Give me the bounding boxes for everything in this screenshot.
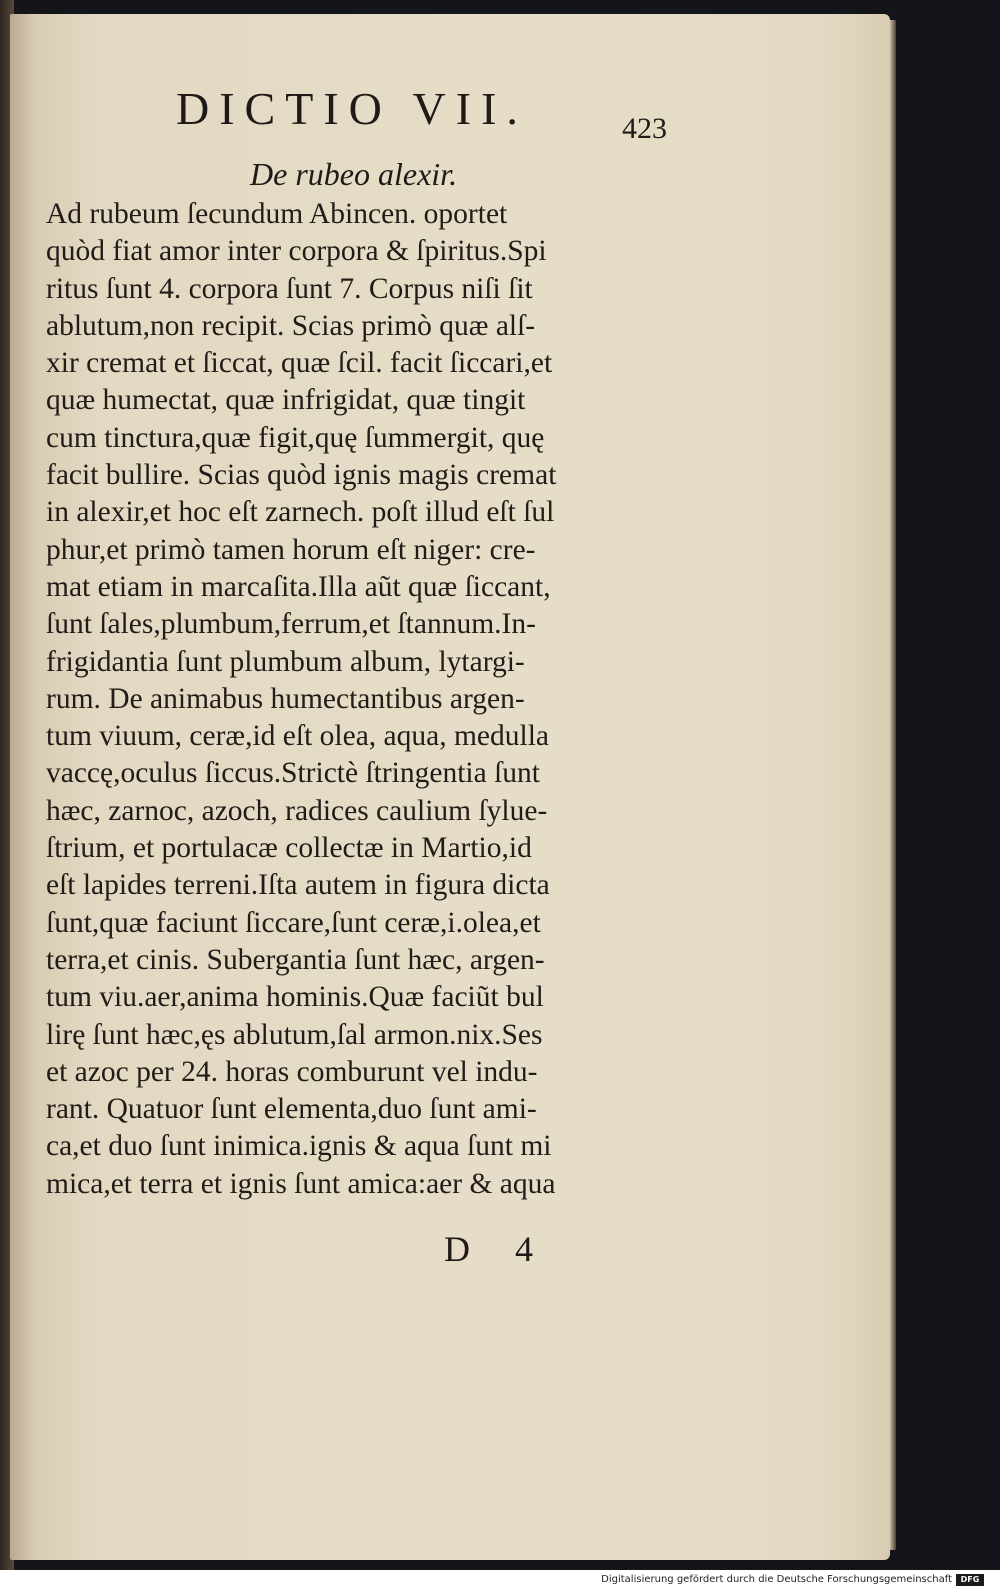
text-line: quæ humectat, quæ infrigidat, quæ tingit (46, 384, 526, 417)
text-line: terra,et cinis. Subergantia ſunt hæc, argen- (46, 943, 545, 976)
section-title: De rubeo alexir. (250, 156, 458, 192)
text-line: frigidantia ſunt plumbum album, lytargi- (46, 645, 525, 678)
body-text (46, 196, 686, 1203)
text-line: ritus ſunt 4. corpora ſunt 7. Corpus niſi ſit (46, 272, 533, 305)
text-line: ſtrium, et portulacæ collectæ in Martio,id (46, 832, 532, 865)
text-line: vaccę,oculus ſiccus.Strictè ſtringentia ſunt (46, 757, 540, 790)
dfg-logo: DFG (956, 1574, 984, 1586)
page-edge (890, 20, 896, 1550)
text-line: facit bullire. Scias quòd ignis magis cremat (46, 459, 557, 492)
text-line: ca,et duo ſunt inimica.ignis & aqua ſunt mi (46, 1130, 552, 1163)
text-line: mica,et terra et ignis ſunt amica:aer & aqua (46, 1167, 556, 1200)
text-line: in alexir,et hoc eſt zarnech. poſt illud eſt ſul (46, 496, 555, 529)
running-head: DICTIO VII. (176, 83, 528, 134)
text-line: mat etiam in marcaſita.Illa aũt quæ ſiccant, (46, 570, 551, 603)
text-line: lirę ſunt hæc,ęs ablutum,ſal armon.nix.Ses (46, 1018, 543, 1051)
text-line: tum viuum, ceræ,id eſt olea, aqua, medulla (46, 720, 549, 753)
text-line: quòd fiat amor inter corpora & ſpiritus.Spi (46, 235, 547, 268)
text-line: Ad rubeum ſecundum Abincen. oportet (46, 198, 508, 230)
text-line: ablutum,non recipit. Scias primò quæ alſ- (46, 309, 536, 342)
text-line: rum. De animabus humectantibus argen- (46, 682, 525, 715)
text-line: cum tinctura,quæ figit,quę ſummergit, quę (46, 421, 545, 454)
text-line: ſunt,quæ faciunt ſiccare,ſunt ceræ,i.olea,et (46, 906, 541, 939)
text-line: eſt lapides terreni.Iſta autem in figura dicta (46, 869, 550, 902)
funding-credit: Digitalisierung gefördert durch die Deutsche Forschungsgemeinschaft (601, 1574, 952, 1585)
text-line: phur,et primò tamen horum eſt niger: cre- (46, 533, 536, 566)
text-line: et azoc per 24. horas comburunt vel indu- (46, 1055, 538, 1088)
text-line: ſunt ſales,plumbum,ferrum,et ſtannum.In- (46, 608, 536, 641)
text-line: tum viu.aer,anima hominis.Quæ faciũt bul (46, 981, 544, 1014)
text-line: rant. Quatuor ſunt elementa,duo ſunt ami- (46, 1093, 537, 1126)
text-line: hæc, zarnoc, azoch, radices caulium ſylue- (46, 794, 548, 827)
page-number: 423 (622, 112, 667, 145)
signature-mark: D 4 (444, 1229, 551, 1269)
text-line: xir cremat et ſiccat, quæ ſcil. facit ſiccari,et (46, 347, 553, 380)
